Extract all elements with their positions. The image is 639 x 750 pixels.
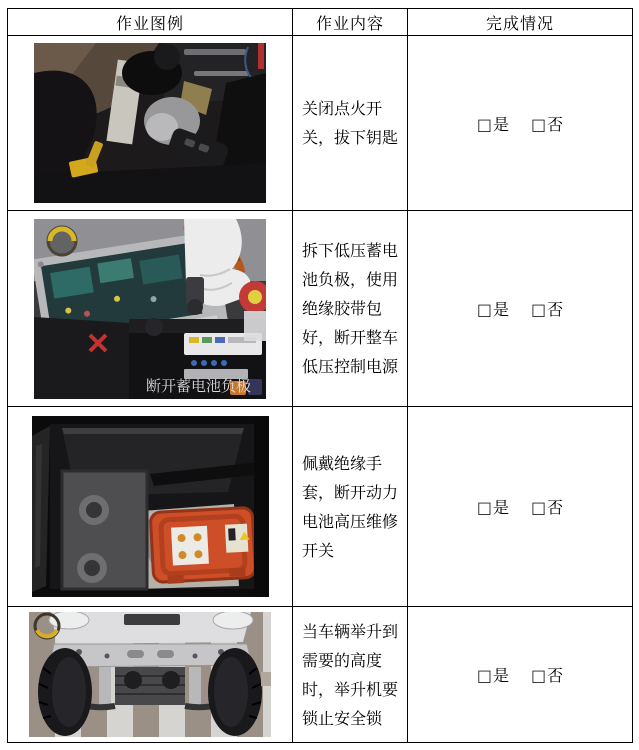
- checkbox-empty-icon: □: [531, 114, 547, 134]
- table-row: [8, 211, 633, 407]
- header-content: 作业内容: [293, 9, 408, 36]
- yes-checkbox[interactable]: [477, 297, 509, 320]
- work-content-line: 套，断开动力: [302, 482, 399, 502]
- illustration-cell: [8, 607, 293, 743]
- work-content-line: 拆下低压蓄电: [302, 241, 399, 260]
- no-label: 否: [547, 666, 564, 685]
- ignition-key-photo: [34, 43, 266, 203]
- work-content-line: 关闭点火开: [302, 99, 383, 118]
- work-content-line: 绝缘胶带包: [302, 299, 383, 318]
- yes-checkbox[interactable]: [477, 495, 509, 518]
- work-content-line: 好，断开整车: [302, 328, 399, 347]
- work-content-line: 时，举升机要: [302, 679, 399, 699]
- work-content-line: 关，拔下钥匙: [302, 128, 399, 147]
- no-checkbox[interactable]: [531, 663, 563, 686]
- checkbox-empty-icon: □: [476, 114, 492, 134]
- no-checkbox[interactable]: [531, 112, 563, 135]
- yes-checkbox[interactable]: [477, 663, 509, 686]
- no-label: 否: [547, 498, 564, 517]
- status-cell: [408, 607, 633, 743]
- no-label: 否: [547, 300, 564, 319]
- checkbox-empty-icon: □: [476, 666, 492, 685]
- no-checkbox[interactable]: [531, 297, 563, 320]
- vehicle-on-lift-photo: [29, 612, 271, 737]
- work-content-line: 电池高压维修: [302, 511, 399, 531]
- work-content-line: 池负极，使用: [302, 270, 399, 289]
- illustration-cell: [8, 36, 293, 211]
- table-row: [8, 36, 633, 211]
- yes-label: 是: [492, 114, 509, 134]
- table-row: [8, 607, 633, 743]
- high-voltage-service-switch-photo: [32, 416, 269, 597]
- checkbox-empty-icon: □: [476, 300, 492, 319]
- yes-checkbox[interactable]: [477, 112, 509, 135]
- work-content-line: 低压控制电源: [302, 357, 399, 376]
- yes-label: 是: [492, 666, 509, 685]
- illustration-cell: [8, 407, 293, 607]
- work-content-cell: [293, 607, 408, 743]
- status-cell: [408, 407, 633, 607]
- status-cell: [408, 211, 633, 407]
- checkbox-empty-icon: □: [531, 498, 547, 517]
- work-content-line: 开关: [302, 540, 335, 560]
- work-content-line: 佩戴绝缘手: [302, 453, 383, 473]
- work-content-line: 当车辆举升到: [302, 621, 399, 641]
- work-content-line: 锁止安全锁: [302, 708, 383, 728]
- work-procedure-table: [7, 8, 633, 743]
- yes-label: 是: [492, 300, 509, 319]
- table-row: [8, 407, 633, 607]
- photo-caption: 断开蓄电池负极: [146, 376, 252, 395]
- work-content-cell: [293, 407, 408, 607]
- battery-negative-terminal-photo: [34, 219, 266, 399]
- checkbox-empty-icon: □: [476, 498, 492, 517]
- yes-label: 是: [492, 498, 509, 517]
- no-label: 否: [547, 114, 564, 134]
- no-checkbox[interactable]: [531, 495, 563, 518]
- illustration-cell: [8, 211, 293, 407]
- status-cell: [408, 36, 633, 211]
- checkbox-empty-icon: □: [531, 300, 547, 319]
- table-header-row: [8, 9, 633, 36]
- work-content-line: 需要的高度: [302, 650, 383, 670]
- header-status: 完成情况: [408, 9, 633, 36]
- work-content-cell: [293, 211, 408, 407]
- header-illustration: 作业图例: [8, 9, 293, 36]
- work-content-cell: [293, 36, 408, 211]
- checkbox-empty-icon: □: [531, 666, 547, 685]
